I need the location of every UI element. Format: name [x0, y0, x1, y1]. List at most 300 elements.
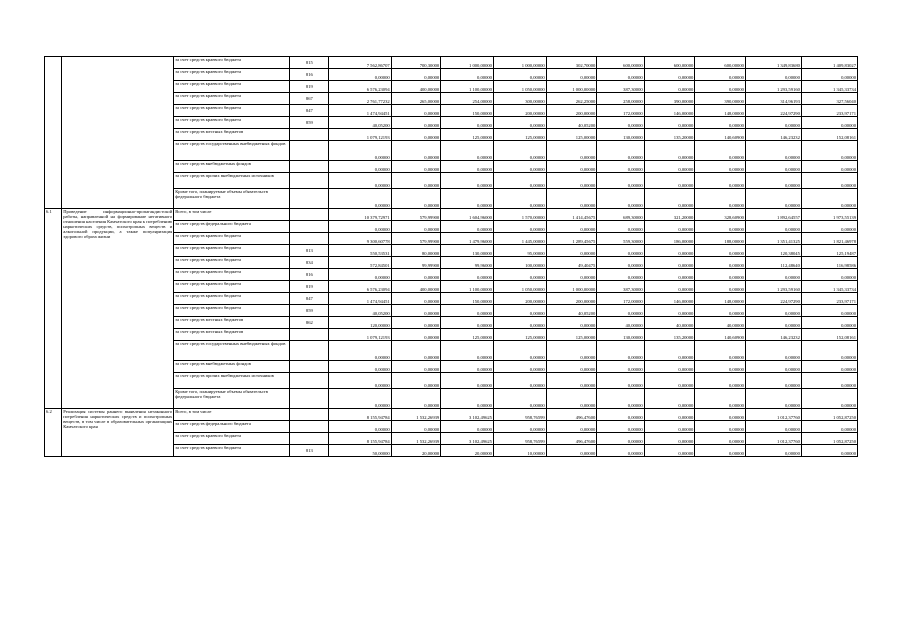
amount-cell: 0,00000 — [597, 221, 644, 233]
amount-cell: 0,00000 — [644, 445, 695, 457]
amount-cell: 8 155,94784 — [329, 433, 391, 445]
budget-code — [290, 233, 329, 245]
amount-cell: 0,00000 — [441, 269, 494, 281]
amount-cell: 99,99900 — [391, 257, 441, 269]
amount-cell: 550,53531 — [329, 245, 391, 257]
amount-cell: 0,00000 — [801, 189, 857, 209]
amount-cell: 314,96193 — [745, 93, 801, 105]
budget-code: 862 — [290, 317, 329, 329]
amount-cell: 1 570,00000 — [493, 209, 546, 221]
funding-source: за счет средств внебюджетных фондов — [174, 161, 290, 173]
amount-cell: 40,00000 — [597, 317, 644, 329]
amount-cell: 120,38045 — [745, 245, 801, 257]
funding-source: за счет средств краевого бюджета — [174, 281, 290, 293]
funding-source: за счет средств федерального бюджета — [174, 421, 290, 433]
amount-cell: 233,97171 — [801, 293, 857, 305]
amount-cell: 579,99900 — [391, 209, 441, 221]
amount-cell: 224,97290 — [745, 105, 801, 117]
amount-cell: 572,84501 — [329, 257, 391, 269]
budget-code: 847 — [290, 105, 329, 117]
amount-cell: 0,00000 — [441, 189, 494, 209]
budget-code — [290, 409, 329, 421]
amount-cell: 0,00000 — [597, 421, 644, 433]
amount-cell: 0,00000 — [801, 173, 857, 189]
amount-cell: 387,30000 — [597, 81, 644, 93]
amount-cell: 496,47600 — [546, 409, 597, 421]
budget-code — [290, 329, 329, 341]
funding-source: за счет средств краевого бюджета — [174, 445, 290, 457]
amount-cell: 0,00000 — [695, 81, 746, 93]
amount-cell: 0,00000 — [644, 305, 695, 317]
amount-cell: 150,00000 — [441, 293, 494, 305]
budget-code: 816 — [290, 69, 329, 81]
budget-code: 834 — [290, 257, 329, 269]
funding-source: за счет средств краевого бюджета — [174, 69, 290, 81]
amount-cell: 0,00000 — [597, 373, 644, 389]
amount-cell: 0,00000 — [546, 317, 597, 329]
amount-cell: 0,00000 — [695, 245, 746, 257]
amount-cell: 1 052,87250 — [801, 409, 857, 421]
amount-cell: 559,30000 — [597, 233, 644, 245]
amount-cell: 152,08161 — [801, 329, 857, 341]
amount-cell: 0,00000 — [695, 389, 746, 409]
amount-cell: 40,05200 — [329, 117, 391, 129]
amount-cell: 0,00000 — [801, 389, 857, 409]
amount-cell: 390,00000 — [644, 93, 695, 105]
amount-cell: 0,00000 — [546, 361, 597, 373]
amount-cell: 146,23232 — [745, 129, 801, 141]
amount-cell: 0,00000 — [644, 433, 695, 445]
amount-cell: 125,00000 — [493, 129, 546, 141]
amount-cell: 0,00000 — [546, 445, 597, 457]
amount-cell: 9 300,60778 — [329, 233, 391, 245]
amount-cell: 186,00000 — [644, 233, 695, 245]
amount-cell: 0,00000 — [745, 173, 801, 189]
amount-cell: 0,00000 — [493, 173, 546, 189]
budget-code — [290, 161, 329, 173]
budget-code — [290, 141, 329, 161]
amount-cell: 135,20000 — [644, 129, 695, 141]
item-name: Проведение информационно-пропагандистской работы, направленной на формирование негативного отношения населения Камчатского края к потреблению наркотических средств, психотропных веществ и алкогольной продукции, а также популяризация здорового образа жизни — [62, 209, 174, 409]
amount-cell: 0,00000 — [329, 69, 391, 81]
amount-cell: 496,47600 — [546, 433, 597, 445]
amount-cell: 0,00000 — [493, 361, 546, 373]
amount-cell: 200,00000 — [493, 105, 546, 117]
funding-source: Кроме того, планируемые объемы обязательств федерального бюджета — [174, 389, 290, 409]
amount-cell: 1 474,94451 — [329, 105, 391, 117]
amount-cell: 146,23232 — [745, 329, 801, 341]
amount-cell: 0,00000 — [391, 173, 441, 189]
amount-cell: 0,00000 — [391, 373, 441, 389]
amount-cell: 125,00000 — [441, 329, 494, 341]
amount-cell: 0,00000 — [745, 269, 801, 281]
amount-cell: 112,48640 — [745, 257, 801, 269]
amount-cell: 0,00000 — [441, 341, 494, 361]
amount-cell: 0,00000 — [745, 189, 801, 209]
amount-cell: 140,60900 — [695, 329, 746, 341]
item-name: Реализация системы раннего выявления незаконного потребления наркотических средств и психотропных веществ, в том числе в образовательных организациях Камчатского края — [62, 409, 174, 457]
item-name-cell — [62, 57, 174, 209]
amount-cell: 1 973,55139 — [801, 209, 857, 221]
amount-cell: 0,00000 — [695, 269, 746, 281]
amount-cell: 0,00000 — [801, 373, 857, 389]
amount-cell: 321,20000 — [644, 209, 695, 221]
amount-cell: 300,00000 — [493, 93, 546, 105]
amount-cell: 2 761,77232 — [329, 93, 391, 105]
amount-cell: 0,00000 — [546, 173, 597, 189]
amount-cell: 0,00000 — [644, 245, 695, 257]
amount-cell: 0,00000 — [801, 341, 857, 361]
funding-source: за счет средств краевого бюджета — [174, 293, 290, 305]
amount-cell: 224,97290 — [745, 293, 801, 305]
amount-cell: 0,00000 — [391, 129, 441, 141]
funding-source: за счет средств краевого бюджета — [174, 269, 290, 281]
amount-cell: 1 293,59160 — [745, 281, 801, 293]
amount-cell: 0,00000 — [493, 421, 546, 433]
amount-cell: 0,00000 — [329, 421, 391, 433]
amount-cell: 1 289,45675 — [546, 233, 597, 245]
amount-cell: 172,00000 — [597, 105, 644, 117]
amount-cell: 20,00000 — [441, 445, 494, 457]
amount-cell: 0,00000 — [597, 161, 644, 173]
amount-cell: 40,05200 — [546, 117, 597, 129]
budget-table — [44, 56, 858, 457]
amount-cell: 958,76599 — [493, 409, 546, 421]
amount-cell: 0,00000 — [801, 445, 857, 457]
amount-cell: 0,00000 — [644, 161, 695, 173]
amount-cell: 600,00000 — [695, 57, 746, 69]
amount-cell: 262,25000 — [546, 93, 597, 105]
funding-source: за счет средств федерального бюджета — [174, 221, 290, 233]
amount-cell: 40,05200 — [546, 305, 597, 317]
amount-cell: 8 155,94784 — [329, 409, 391, 421]
item-number: 6.2 — [45, 409, 62, 457]
amount-cell: 0,00000 — [745, 373, 801, 389]
amount-cell: 0,00000 — [391, 105, 441, 117]
amount-cell: 302,70000 — [546, 57, 597, 69]
amount-cell: 0,00000 — [745, 221, 801, 233]
amount-cell: 6 576,23094 — [329, 81, 391, 93]
amount-cell: 1 445,00000 — [493, 233, 546, 245]
funding-source: за счет средств прочих внебюджетных источников — [174, 373, 290, 389]
amount-cell: 0,00000 — [745, 361, 801, 373]
item-number-cell — [45, 57, 62, 209]
amount-cell: 0,00000 — [644, 221, 695, 233]
amount-cell: 120,00000 — [329, 317, 391, 329]
amount-cell: 0,00000 — [695, 421, 746, 433]
amount-cell: 0,00000 — [329, 161, 391, 173]
budget-code — [290, 341, 329, 361]
funding-source: за счет средств государственных внебюджетных фондов — [174, 141, 290, 161]
amount-cell: 0,00000 — [391, 221, 441, 233]
funding-source: за счет средств краевого бюджета — [174, 245, 290, 257]
amount-cell: 400,00000 — [391, 281, 441, 293]
amount-cell: 0,00000 — [391, 189, 441, 209]
amount-cell: 1 351,41325 — [745, 233, 801, 245]
amount-cell: 0,00000 — [597, 189, 644, 209]
amount-cell: 1 100,00000 — [441, 281, 494, 293]
amount-cell: 0,00000 — [441, 173, 494, 189]
budget-code — [290, 389, 329, 409]
amount-cell: 40,05200 — [329, 305, 391, 317]
amount-cell: 1 000,00000 — [546, 281, 597, 293]
amount-cell: 1 079,12193 — [329, 129, 391, 141]
amount-cell: 0,00000 — [695, 445, 746, 457]
amount-cell: 689,30000 — [597, 209, 644, 221]
amount-cell: 0,00000 — [745, 117, 801, 129]
amount-cell: 1 000,00000 — [493, 57, 546, 69]
amount-cell: 40,00000 — [644, 317, 695, 329]
amount-cell: 0,00000 — [801, 117, 857, 129]
amount-cell: 1 345,33734 — [801, 81, 857, 93]
funding-source: за счет средств прочих внебюджетных источников — [174, 173, 290, 189]
funding-source: за счет средств краевого бюджета — [174, 105, 290, 117]
amount-cell: 140,60900 — [695, 129, 746, 141]
table-row — [45, 57, 858, 69]
budget-code — [290, 189, 329, 209]
amount-cell: 0,00000 — [546, 69, 597, 81]
amount-cell: 0,00000 — [391, 317, 441, 329]
amount-cell: 0,00000 — [391, 269, 441, 281]
budget-code: 819 — [290, 81, 329, 93]
amount-cell: 125,19487 — [801, 245, 857, 257]
funding-source: за счет средств местных бюджетов — [174, 129, 290, 141]
amount-cell: 0,00000 — [644, 389, 695, 409]
budget-code: 859 — [290, 305, 329, 317]
amount-cell: 0,00000 — [695, 361, 746, 373]
amount-cell: 0,00000 — [329, 361, 391, 373]
amount-cell: 0,00000 — [329, 141, 391, 161]
amount-cell: 0,00000 — [801, 361, 857, 373]
amount-cell: 130,00000 — [597, 329, 644, 341]
amount-cell: 0,00000 — [546, 161, 597, 173]
amount-cell: 130,00000 — [441, 245, 494, 257]
amount-cell: 0,00000 — [801, 161, 857, 173]
amount-cell: 0,00000 — [329, 389, 391, 409]
amount-cell: 0,00000 — [493, 161, 546, 173]
amount-cell: 0,00000 — [391, 329, 441, 341]
amount-cell: 0,00000 — [801, 305, 857, 317]
amount-cell: 0,00000 — [493, 221, 546, 233]
amount-cell: 0,00000 — [801, 421, 857, 433]
amount-cell: 0,00000 — [391, 141, 441, 161]
amount-cell: 95,00000 — [493, 245, 546, 257]
amount-cell: 0,00000 — [801, 141, 857, 161]
amount-cell: 0,00000 — [644, 269, 695, 281]
amount-cell: 150,00000 — [441, 105, 494, 117]
amount-cell: 0,00000 — [745, 445, 801, 457]
amount-cell: 0,00000 — [391, 117, 441, 129]
amount-cell: 0,00000 — [441, 389, 494, 409]
amount-cell: 0,00000 — [329, 189, 391, 209]
amount-cell: 49,40475 — [546, 257, 597, 269]
budget-code: 859 — [290, 117, 329, 129]
amount-cell: 0,00000 — [391, 293, 441, 305]
amount-cell: 1 100,00000 — [441, 81, 494, 93]
amount-cell: 0,00000 — [695, 341, 746, 361]
amount-cell: 200,00000 — [493, 293, 546, 305]
funding-source: за счет средств местных бюджетов — [174, 329, 290, 341]
amount-cell: 0,00000 — [597, 305, 644, 317]
amount-cell: 0,00000 — [546, 421, 597, 433]
amount-cell: 0,00000 — [493, 341, 546, 361]
budget-code — [290, 129, 329, 141]
funding-source: за счет средств краевого бюджета — [174, 93, 290, 105]
amount-cell: 0,00000 — [329, 221, 391, 233]
amount-cell: 0,00000 — [546, 141, 597, 161]
amount-cell: 0,00000 — [329, 373, 391, 389]
amount-cell: 0,00000 — [597, 69, 644, 81]
amount-cell: 0,00000 — [597, 389, 644, 409]
amount-cell: 0,00000 — [695, 141, 746, 161]
amount-cell: 152,08161 — [801, 129, 857, 141]
funding-source: за счет средств внебюджетных фондов — [174, 361, 290, 373]
amount-cell: 0,00000 — [493, 389, 546, 409]
budget-code — [290, 209, 329, 221]
amount-cell: 600,00000 — [644, 57, 695, 69]
amount-cell: 0,00000 — [644, 69, 695, 81]
table-row — [45, 209, 858, 221]
budget-code: 867 — [290, 93, 329, 105]
amount-cell: 80,00000 — [391, 245, 441, 257]
amount-cell: 579,99900 — [391, 233, 441, 245]
amount-cell: 0,00000 — [441, 373, 494, 389]
funding-source: за счет средств краевого бюджета — [174, 233, 290, 245]
amount-cell: 0,00000 — [391, 421, 441, 433]
item-number: 6.1 — [45, 209, 62, 409]
amount-cell: 0,00000 — [493, 373, 546, 389]
amount-cell: 0,00000 — [644, 421, 695, 433]
amount-cell: 200,00000 — [546, 105, 597, 117]
amount-cell: 50,00000 — [329, 445, 391, 457]
amount-cell: 0,00000 — [801, 221, 857, 233]
amount-cell: 1 000,00000 — [546, 81, 597, 93]
amount-cell: 172,00000 — [597, 293, 644, 305]
amount-cell: 0,00000 — [597, 361, 644, 373]
budget-code — [290, 373, 329, 389]
amount-cell: 0,00000 — [597, 445, 644, 457]
amount-cell: 200,00000 — [546, 293, 597, 305]
amount-cell: 1 050,00000 — [493, 281, 546, 293]
amount-cell: 1 532,26939 — [391, 409, 441, 421]
amount-cell: 0,00000 — [801, 317, 857, 329]
amount-cell: 148,00000 — [695, 105, 746, 117]
amount-cell: 0,00000 — [493, 69, 546, 81]
amount-cell: 0,00000 — [329, 173, 391, 189]
amount-cell: 0,00000 — [695, 173, 746, 189]
amount-cell: 125,00000 — [441, 129, 494, 141]
amount-cell: 0,00000 — [493, 189, 546, 209]
amount-cell: 254,00000 — [441, 93, 494, 105]
funding-source: за счет средств местных бюджетов — [174, 317, 290, 329]
amount-cell: 0,00000 — [644, 409, 695, 421]
amount-cell: 135,20000 — [644, 329, 695, 341]
funding-source: за счет средств краевого бюджета — [174, 57, 290, 69]
amount-cell: 1 012,37760 — [745, 433, 801, 445]
amount-cell: 1 409,83027 — [801, 57, 857, 69]
amount-cell: 0,00000 — [644, 373, 695, 389]
amount-cell: 0,00000 — [493, 117, 546, 129]
amount-cell: 0,00000 — [695, 189, 746, 209]
amount-cell: 0,00000 — [546, 245, 597, 257]
funding-source: за счет средств краевого бюджета — [174, 305, 290, 317]
amount-cell: 1 892,64557 — [745, 209, 801, 221]
amount-cell: 20,00000 — [391, 445, 441, 457]
amount-cell: 0,00000 — [801, 69, 857, 81]
amount-cell: 125,00000 — [493, 329, 546, 341]
amount-cell: 0,00000 — [695, 409, 746, 421]
amount-cell: 0,00000 — [695, 373, 746, 389]
amount-cell: 0,00000 — [745, 305, 801, 317]
amount-cell: 125,00000 — [546, 329, 597, 341]
amount-cell: 0,00000 — [695, 117, 746, 129]
amount-cell: 146,00000 — [644, 293, 695, 305]
amount-cell: 188,00000 — [695, 233, 746, 245]
amount-cell: 1 000,00000 — [441, 57, 494, 69]
amount-cell: 0,00000 — [695, 221, 746, 233]
table-row — [45, 409, 858, 421]
amount-cell: 3 102,49625 — [441, 433, 494, 445]
amount-cell: 0,00000 — [695, 433, 746, 445]
amount-cell: 1 474,94451 — [329, 293, 391, 305]
amount-cell: 0,00000 — [745, 341, 801, 361]
amount-cell: 0,00000 — [441, 305, 494, 317]
amount-cell: 116,98586 — [801, 257, 857, 269]
amount-cell: 0,00000 — [546, 389, 597, 409]
funding-source: Кроме того, планируемые объемы обязательств федерального бюджета — [174, 189, 290, 209]
funding-source: за счет средств краевого бюджета — [174, 117, 290, 129]
amount-cell: 0,00000 — [597, 409, 644, 421]
amount-cell: 0,00000 — [644, 173, 695, 189]
amount-cell: 265,00000 — [391, 93, 441, 105]
amount-cell: 1 050,00000 — [493, 81, 546, 93]
amount-cell: 0,00000 — [745, 317, 801, 329]
budget-code — [290, 221, 329, 233]
amount-cell: 0,00000 — [644, 141, 695, 161]
amount-cell: 233,97171 — [801, 105, 857, 117]
amount-cell: 0,00000 — [695, 69, 746, 81]
amount-cell: 0,00000 — [391, 161, 441, 173]
amount-cell: 0,00000 — [329, 269, 391, 281]
amount-cell: 0,00000 — [745, 69, 801, 81]
amount-cell: 10,00000 — [493, 445, 546, 457]
amount-cell: 10 379,72971 — [329, 209, 391, 221]
amount-cell: 0,00000 — [644, 81, 695, 93]
amount-cell: 0,00000 — [801, 269, 857, 281]
amount-cell: 0,00000 — [391, 389, 441, 409]
amount-cell: 3 102,49625 — [441, 409, 494, 421]
amount-cell: 0,00000 — [441, 421, 494, 433]
amount-cell: 0,00000 — [745, 161, 801, 173]
funding-source: за счет средств краевого бюджета — [174, 81, 290, 93]
amount-cell: 0,00000 — [695, 281, 746, 293]
amount-cell: 0,00000 — [644, 117, 695, 129]
amount-cell: 0,00000 — [441, 361, 494, 373]
amount-cell: 0,00000 — [493, 317, 546, 329]
amount-cell: 7 562,86707 — [329, 57, 391, 69]
amount-cell: 0,00000 — [695, 305, 746, 317]
budget-code: 813 — [290, 245, 329, 257]
amount-cell: 0,00000 — [391, 361, 441, 373]
amount-cell: 387,30000 — [597, 281, 644, 293]
amount-cell: 0,00000 — [546, 221, 597, 233]
funding-source: Всего, в том числе — [174, 409, 290, 421]
budget-code: 819 — [290, 281, 329, 293]
amount-cell: 99,96000 — [441, 257, 494, 269]
amount-cell: 1 349,83680 — [745, 57, 801, 69]
amount-cell: 0,00000 — [597, 257, 644, 269]
budget-code: 847 — [290, 293, 329, 305]
